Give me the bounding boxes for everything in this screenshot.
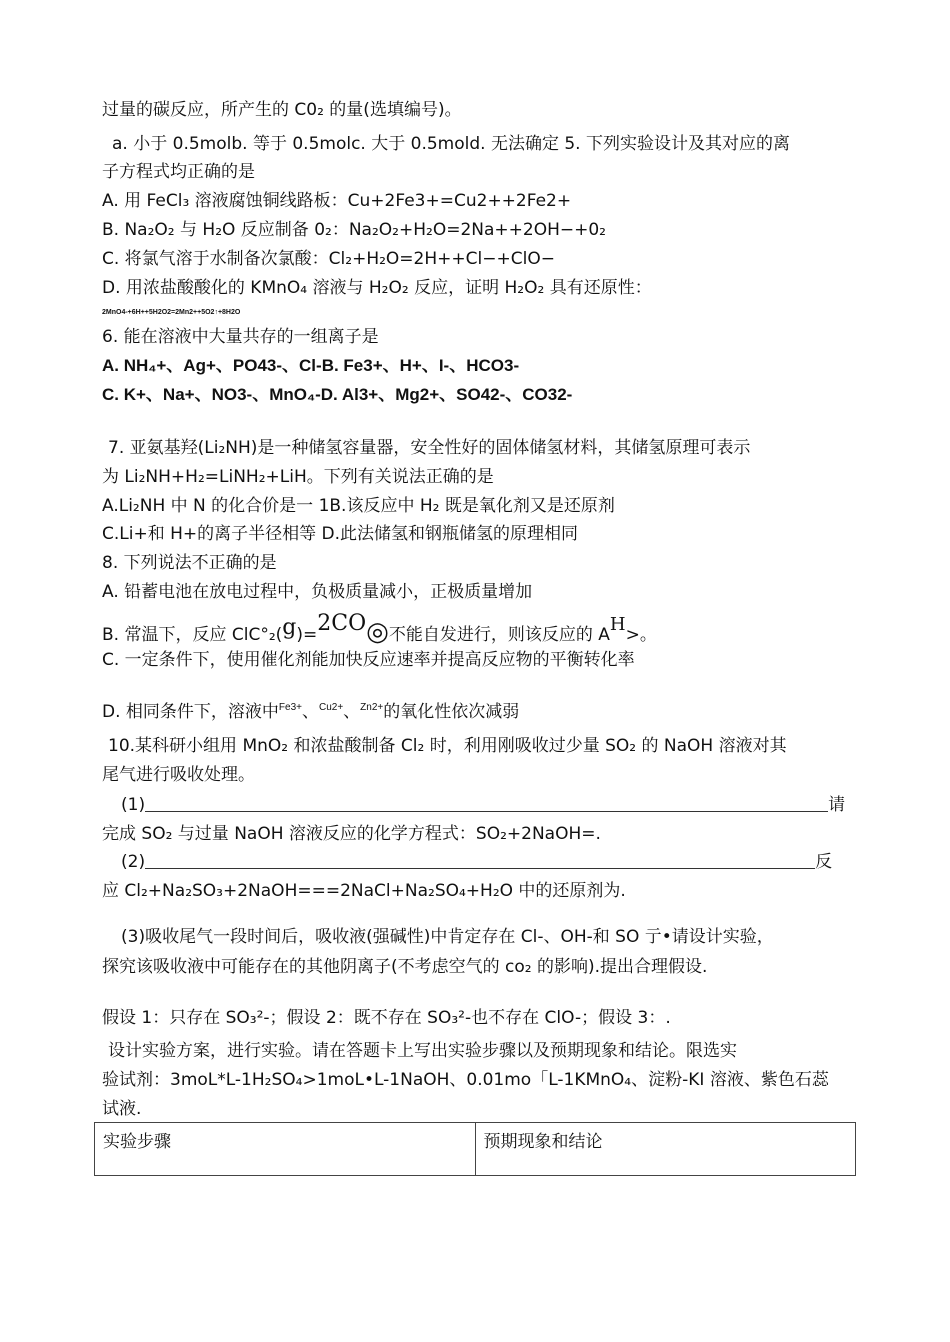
answer-blank [145,793,828,812]
option-c: C. K+、Na+、NO3-、MnO₄-D. Al3+、Mg2+、SO42-、CO32- [102,385,573,404]
equation-small: 2MnO4-+6H++5H2O2=2Mn2++5O2↑+8H2O [102,309,241,316]
text-line: 设计实验方案，进行实验。请在答题卡上写出实验步骤以及预期现象和结论。限选实 [108,1041,737,1061]
option-cd: C.Li+和 H+的离子半径相等 D.此法储氢和钢瓶储氢的原理相同 [102,524,579,544]
reagents: 验试剂：3moL*L-1H₂SO₄>1moL•L-1NaOH、0.01mo「L-1KMnO₄、淀粉-KI 溶液、紫色石蕊 [102,1070,829,1090]
table-row [95,1123,856,1176]
sub-question-2: (2) 反 [121,852,833,872]
table-header-results: 预期现象和结论 [475,1123,856,1176]
experiment-table [94,1122,856,1176]
text-line: 过量的碳反应，所产生的 C0₂ 的量(选填编号)。 [102,100,462,120]
option-a: A. 铅蓄电池在放电过程中，负极质量减小，正极质量增加 [102,582,533,602]
option-b: B. Na₂O₂ 与 H₂O 反应制备 0₂：Na₂O₂+H₂O=2Na++2OH−+0₂ [102,220,606,240]
option-a: A. NH₄+、Ag+、PO43-、Cl-B. Fe3+、H+、I-、HCO3- [102,356,520,375]
hypotheses: 假设 1：只存在 SO₃²-；假设 2：既不存在 SO₃²-也不存在 ClO-；假设 3：. [102,1008,671,1028]
option-c: C. 一定条件下，使用催化剂能加快反应速率并提高反应物的平衡转化率 [102,650,635,670]
text-line: 探究该吸收液中可能存在的其他阴离子(不考虑空气的 co₂ 的影响).提出合理假设. [102,957,708,977]
option-a: A. 用 FeCl₃ 溶液腐蚀铜线路板：Cu+2Fe3+=Cu2++2Fe2+ [102,191,572,211]
table-header-steps: 实验步骤 [95,1123,476,1176]
option-d: D. 相同条件下，溶液中$^{Fe3+}$、$^{Cu2+}$、$^{Zn2+}$的氧化性依次减弱 [102,702,520,722]
option-d: D. 用浓盐酸酸化的 KMnO₄ 溶液与 H₂O₂ 反应，证明 H₂O₂ 具有还原性： [102,278,652,298]
text-line: 子方程式均正确的是 [102,162,255,182]
circle-symbol-icon: ◎ [366,617,389,647]
answer-blank [145,850,815,869]
question-8: 8. 下列说法不正确的是 [102,553,277,573]
sub-question-3: (3)吸收尾气一段时间后，吸收液(强碱性)中肯定存在 Cl-、OH-和 SO 亍•请设计实验， [121,927,774,947]
question-6: 6. 能在溶液中大量共存的一组离子是 [102,327,379,347]
option-b: B. 常温下，反应 ClC°₂(g)=2CO◎不能自发进行，则该反应的 AH>。 [102,611,657,647]
question-10: 10.某科研小组用 MnO₂ 和浓盐酸制备 Cl₂ 时，利用刚吸收过少量 SO₂ 的 NaOH 溶液对其 [108,736,787,756]
text-line: 完成 SO₂ 与过量 NaOH 溶液反应的化学方程式：SO₂+2NaOH=. [102,824,601,844]
text-line: 为 Li₂NH+H₂=LiNH₂+LiH。下列有关说法正确的是 [102,467,494,487]
option-c: C. 将氯气溶于水制备次氯酸：Cl₂+H₂O=2H++Cl−+ClO− [102,249,555,269]
text-line: a. 小于 0.5molb. 等于 0.5molc. 大于 0.5mold. 无法确定 5. 下列实验设计及其对应的离 [112,134,790,154]
text-line: 应 Cl₂+Na₂SO₃+2NaOH===2NaCl+Na₂SO₄+H₂O 中的还原剂为. [102,881,626,901]
option-ab: A.Li₂NH 中 N 的化合价是一 1B.该反应中 H₂ 既是氧化剂又是还原剂 [102,496,615,516]
text-line: 尾气进行吸收处理。 [102,765,255,785]
question-7: 7. 亚氨基羟(Li₂NH)是一种储氢容量器，安全性好的固体储氢材料，其储氢原理可表示 [108,438,751,458]
sub-question-1: (1) 请 [121,795,846,815]
text-line: 试液. [102,1099,142,1119]
